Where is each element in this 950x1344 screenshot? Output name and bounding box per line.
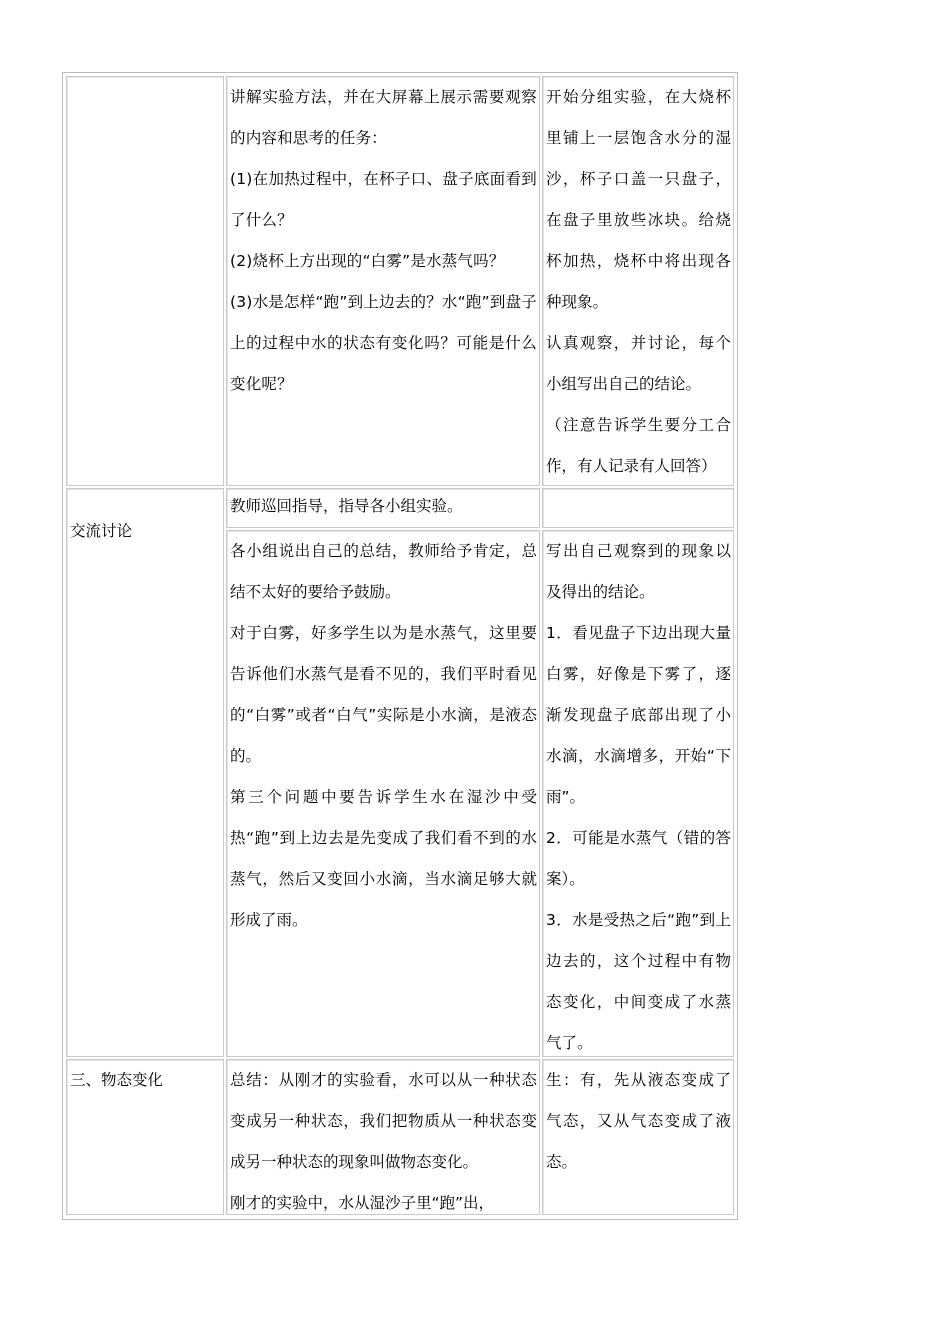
paragraph: 开始分组实验，在大烧杯里铺上一层饱含水分的湿沙，杯子口盖一只盘子，在盘子里放些冰块。给烧杯加热，烧杯中将出现各种现象。 — [546, 88, 731, 311]
paragraph: 写出自己观察到的现象以及得出的结论。 — [546, 542, 731, 601]
row-label: 交流讨论 — [70, 522, 133, 540]
paragraph: 生：有，先从液态变成了气态，又从气态变成了液态。 — [546, 1071, 731, 1171]
lesson-table — [62, 72, 738, 1220]
paragraph: （注意告诉学生要分工合作，有人记录有人回答） — [546, 416, 731, 475]
row3-label-cell — [66, 1059, 224, 1215]
paragraph: (2)烧杯上方出现的“白雾”是水蒸气吗？ — [230, 252, 505, 270]
row2a-student-cell — [542, 488, 734, 528]
row2b-teacher-cell — [226, 530, 540, 1057]
row1-teacher-cell — [226, 76, 540, 486]
row2b-student-cell — [542, 530, 734, 1057]
row1-student-cell — [542, 76, 734, 486]
paragraph: 对于白雾，好多学生以为是水蒸气，这里要告诉他们水蒸气是看不见的，我们平时看见的“白雾”或者“白气”实际是小水滴，是液态的。 — [230, 624, 537, 765]
paragraph: 教师巡回指导，指导各小组实验。 — [230, 497, 463, 515]
row-label: 三、物态变化 — [70, 1071, 164, 1089]
row3-teacher-cell — [226, 1059, 540, 1215]
row2a-teacher-cell — [226, 488, 540, 528]
paragraph: 各小组说出自己的总结，教师给予肯定，总结不太好的要给予鼓励。 — [230, 542, 537, 601]
row1-label-cell — [66, 76, 224, 486]
paragraph: (1)在加热过程中，在杯子口、盘子底面看到了什么？ — [230, 170, 537, 229]
paragraph: 3．水是受热之后“跑”到上边去的，这个过程中有物态变化，中间变成了水蒸气了。 — [546, 911, 731, 1052]
paragraph: 1．看见盘子下边出现大量白雾，好像是下雾了，逐渐发现盘子底部出现了小水滴，水滴增多，开始“下雨”。 — [546, 624, 731, 806]
row3-student-cell — [542, 1059, 734, 1215]
paragraph: 第三个问题中要告诉学生水在湿沙中受热“跑”到上边去是先变成了我们看不到的水蒸气，然后又变回小水滴，当水滴足够大就形成了雨。 — [230, 788, 537, 929]
paragraph: (3)水是怎样“跑”到上边去的？水“跑”到盘子上的过程中水的状态有变化吗？可能是什么变化呢？ — [230, 293, 537, 393]
paragraph: 2．可能是水蒸气（错的答案）。 — [546, 829, 731, 888]
paragraph: 总结：从刚才的实验看，水可以从一种状态变成另一种状态，我们把物质从一种状态变成另一种状态的现象叫做物态变化。 — [230, 1071, 537, 1171]
paragraph: 讲解实验方法，并在大屏幕上展示需要观察的内容和思考的任务： — [230, 88, 537, 147]
paragraph: 认真观察，并讨论，每个小组写出自己的结论。 — [546, 334, 731, 393]
paragraph: 刚才的实验中，水从湿沙子里“跑”出， — [230, 1194, 495, 1212]
row2-label-cell — [66, 488, 224, 1057]
